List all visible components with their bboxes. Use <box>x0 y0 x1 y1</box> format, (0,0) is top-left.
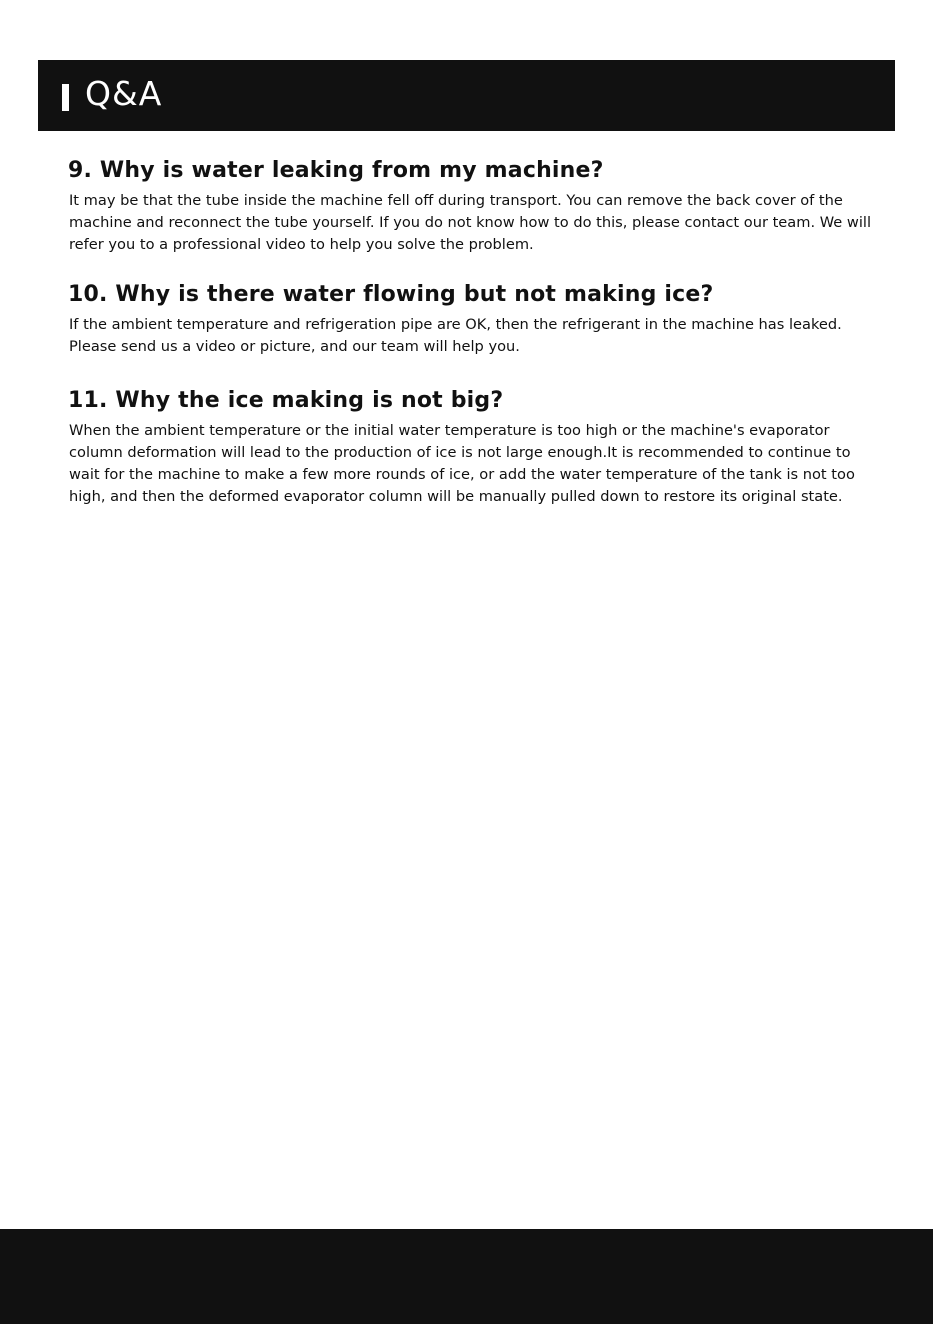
answer-11: When the ambient temperature or the initial water temperature is too high or the machine's evaporator column deformation will lead to the production of ice is not large enough.It is recommended to continue to wait for the machine to make a few more rounds of ice, or add the water temperature of the tank is not too high, and then the deformed evaporator column will be manually pulled down to restore its original state. <box>69 422 855 505</box>
qa-item-9 <box>0 156 933 256</box>
qa-item-11 <box>0 386 933 508</box>
header-bar <box>38 60 895 131</box>
qa-item-10 <box>0 280 933 358</box>
footer-bar <box>0 1229 933 1324</box>
question-9: 9. Why is water leaking from my machine? <box>68 158 604 183</box>
question-11: 11. Why the ice making is not big? <box>68 388 504 413</box>
question-10: 10. Why is there water flowing but not making ice? <box>68 282 714 307</box>
answer-9: It may be that the tube inside the machine fell off during transport. You can remove the back cover of the machine and reconnect the tube yourself. If you do not know how to do this, please contact our team. We will refer you to a professional video to help you solve the problem. <box>69 192 872 253</box>
answer-10: If the ambient temperature and refrigeration pipe are OK, then the refrigerant in the machine has leaked. Please send us a video or picture, and our team will help you. <box>69 316 842 355</box>
header-marker <box>62 84 69 111</box>
page-title: Q&A <box>85 74 163 113</box>
